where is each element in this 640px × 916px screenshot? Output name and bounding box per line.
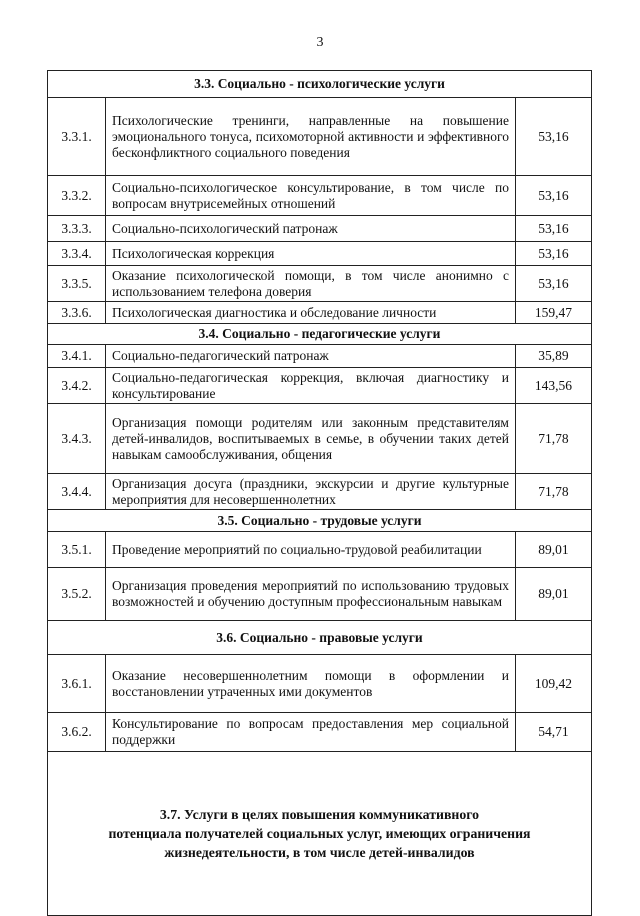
service-price: 143,56: [515, 368, 591, 404]
service-code: 3.4.2.: [48, 368, 106, 404]
service-code: 3.3.2.: [48, 176, 106, 216]
service-description: Оказание психологической помощи, в том числе анонимно с использованием телефона доверия: [106, 266, 516, 302]
service-description: Проведение мероприятий по социально-трудовой реабилитации: [106, 532, 516, 568]
service-code: 3.4.1.: [48, 345, 106, 368]
table-row: [48, 532, 592, 568]
table-row: [48, 368, 592, 404]
table-row: [48, 713, 592, 752]
table-row: [48, 98, 592, 176]
service-description: Социально-психологическое консультирование, в том числе по вопросам внутрисемейных отношений: [106, 176, 516, 216]
service-code: 3.3.4.: [48, 242, 106, 266]
final-section-row: [48, 752, 592, 916]
service-price: 54,71: [515, 713, 591, 752]
service-code: 3.5.1.: [48, 532, 106, 568]
service-price: 71,78: [515, 404, 591, 474]
service-code: 3.3.5.: [48, 266, 106, 302]
final-section-title: [48, 752, 592, 916]
service-description: Социально-педагогическая коррекция, включая диагностику и консультирование: [106, 368, 516, 404]
section-title: 3.5. Социально - трудовые услуги: [48, 510, 592, 532]
service-code: 3.4.3.: [48, 404, 106, 474]
service-description: Организация досуга (праздники, экскурсии и другие культурные мероприятия для несовершеннолетних: [106, 474, 516, 510]
service-description: Организация помощи родителям или законным представителям детей-инвалидов, воспитываемых в семье, в обучении таких детей навыкам самообслуживания, общения: [106, 404, 516, 474]
table-row: [48, 266, 592, 302]
section-header-row: [48, 71, 592, 98]
service-price: 159,47: [515, 302, 591, 324]
final-section-line: жизнедеятельности, в том числе детей-инвалидов: [164, 845, 475, 860]
service-price: 53,16: [515, 242, 591, 266]
table-row: [48, 216, 592, 242]
table-row: [48, 568, 592, 621]
service-description: Социально-педагогический патронаж: [106, 345, 516, 368]
service-price: 71,78: [515, 474, 591, 510]
service-description: Психологическая коррекция: [106, 242, 516, 266]
section-header-row: [48, 510, 592, 532]
table-row: [48, 302, 592, 324]
service-code: 3.6.1.: [48, 655, 106, 713]
service-price: 53,16: [515, 176, 591, 216]
service-description: Психологическая диагностика и обследование личности: [106, 302, 516, 324]
service-code: 3.3.1.: [48, 98, 106, 176]
service-price: 89,01: [515, 532, 591, 568]
service-price: 53,16: [515, 216, 591, 242]
services-price-table: [47, 70, 592, 916]
table-row: [48, 474, 592, 510]
table-row: [48, 176, 592, 216]
service-price: 109,42: [515, 655, 591, 713]
table-row: [48, 655, 592, 713]
section-title: 3.6. Социально - правовые услуги: [48, 621, 592, 655]
table-row: [48, 404, 592, 474]
service-code: 3.5.2.: [48, 568, 106, 621]
service-price: 53,16: [515, 98, 591, 176]
service-description: Социально-психологический патронаж: [106, 216, 516, 242]
section-title: 3.4. Социально - педагогические услуги: [48, 324, 592, 345]
service-code: 3.6.2.: [48, 713, 106, 752]
service-price: 89,01: [515, 568, 591, 621]
section-header-row: [48, 324, 592, 345]
final-section-line: потенциала получателей социальных услуг, имеющих ограничения: [108, 826, 531, 841]
service-description: Организация проведения мероприятий по использованию трудовых возможностей и обучению доступным профессиональным навыкам: [106, 568, 516, 621]
service-description: Оказание несовершеннолетним помощи в оформлении и восстановлении утраченных ими документов: [106, 655, 516, 713]
service-price: 35,89: [515, 345, 591, 368]
service-description: Психологические тренинги, направленные на повышение эмоционального тонуса, психомоторной активности и эффективного бесконфликтного социального поведения: [106, 98, 516, 176]
table-row: [48, 242, 592, 266]
service-code: 3.3.6.: [48, 302, 106, 324]
page-number: 3: [316, 35, 324, 50]
section-title: 3.3. Социально - психологические услуги: [48, 71, 592, 98]
section-header-row: [48, 621, 592, 655]
table-row: [48, 345, 592, 368]
service-code: 3.4.4.: [48, 474, 106, 510]
service-description: Консультирование по вопросам предоставления мер социальной поддержки: [106, 713, 516, 752]
service-price: 53,16: [515, 266, 591, 302]
final-section-line: 3.7. Услуги в целях повышения коммуникативного: [159, 807, 480, 822]
service-code: 3.3.3.: [48, 216, 106, 242]
